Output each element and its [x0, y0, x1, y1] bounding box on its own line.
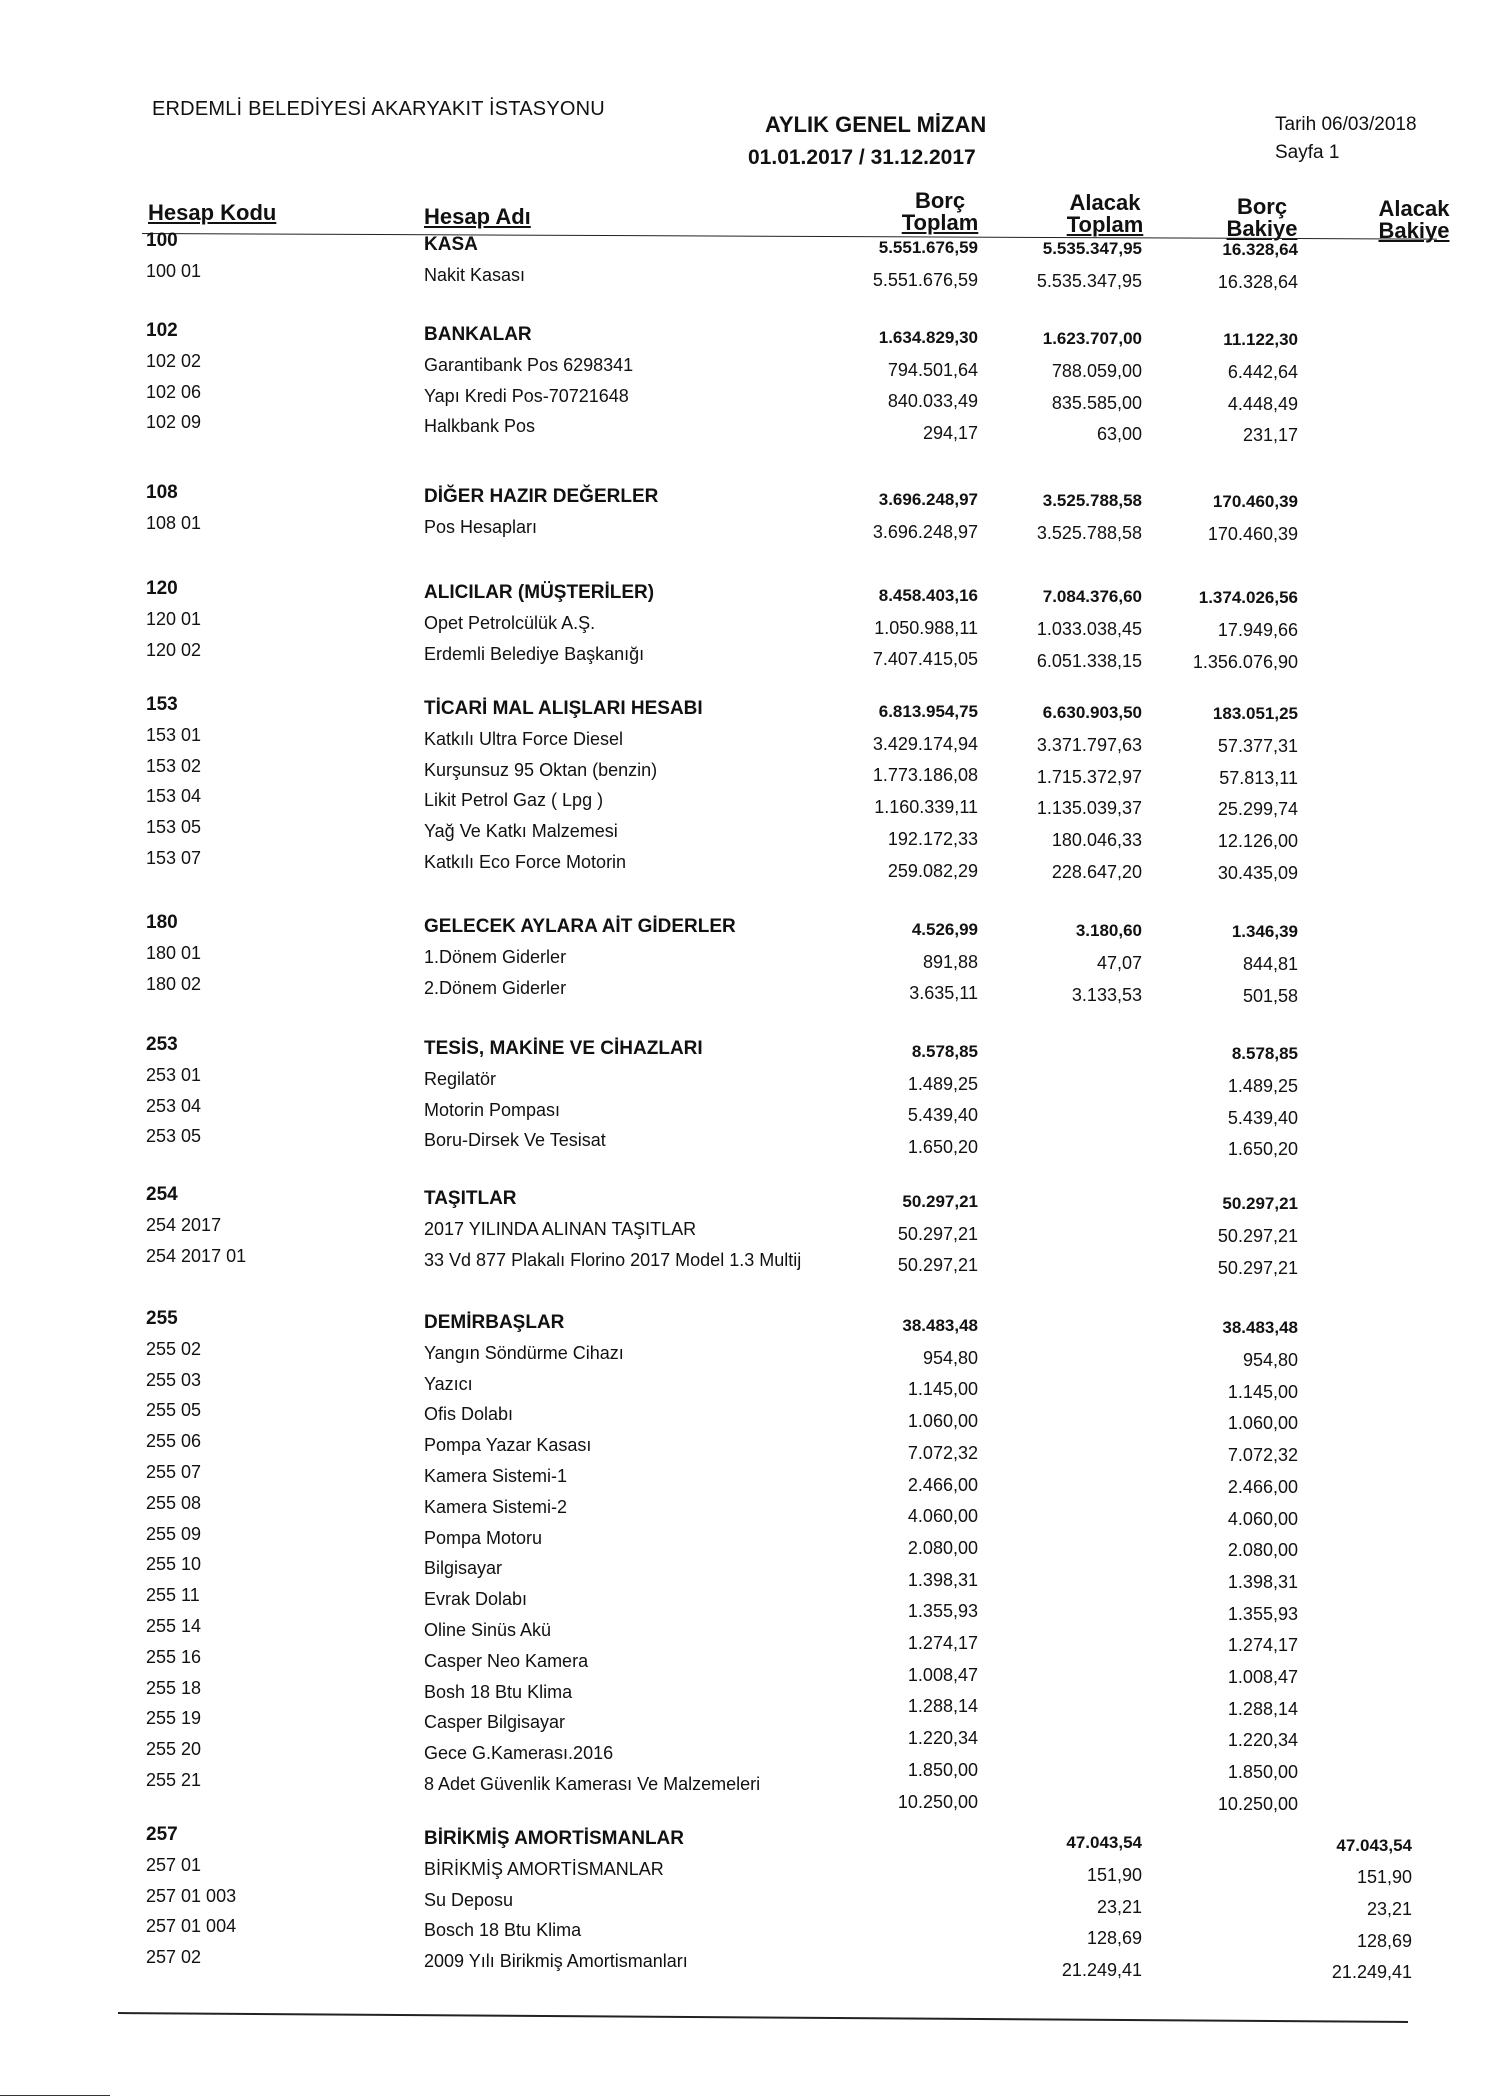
- alacak-toplam-value: 6.051.338,15: [1036, 650, 1142, 671]
- borc-bakiye-value: 1.274,17: [1227, 1635, 1298, 1656]
- alacak-bakiye-value: 47.043,54: [1336, 1835, 1412, 1855]
- account-name: Nakit Kasası: [424, 264, 526, 285]
- borc-bakiye-value: 17.949,66: [1217, 620, 1298, 641]
- borc-bakiye-value: 16.328,64: [1222, 240, 1298, 260]
- account-code: 153: [146, 694, 178, 715]
- table-row: [0, 973, 1487, 1006]
- account-name: Gece G.Kamerası.2016: [424, 1743, 614, 1764]
- account-code: 120 01: [146, 608, 202, 629]
- borc-bakiye-value: 4.060,00: [1227, 1508, 1298, 1529]
- column-header-borc-bakiye: Borç Bakiye: [1226, 194, 1298, 241]
- account-code: 255 20: [146, 1739, 202, 1760]
- account-code: 255 11: [146, 1585, 200, 1606]
- borc-toplam-value: 259.082,29: [887, 860, 978, 881]
- borc-bakiye-value: 1.060,00: [1227, 1413, 1298, 1434]
- alacak-toplam-value: 3.371.797,63: [1036, 734, 1142, 755]
- account-code: 257 01 004: [146, 1916, 237, 1937]
- alacak-toplam-value: 3.133,53: [1071, 984, 1142, 1005]
- group-header-row: [0, 482, 1487, 510]
- table-row: [0, 848, 1487, 883]
- account-code: 153 07: [146, 848, 202, 868]
- account-name: Yazıcı: [424, 1373, 473, 1394]
- account-name: Katkılı Eco Force Motorin: [424, 852, 627, 872]
- table-row: [0, 1064, 1487, 1097]
- borc-toplam-value: 5.551.676,59: [878, 238, 978, 257]
- account-code: 180 02: [146, 973, 202, 994]
- borc-toplam-value: 1.398,31: [907, 1569, 978, 1590]
- account-name: Bosch 18 Btu Klima: [424, 1920, 582, 1941]
- table-row: [0, 817, 1487, 852]
- account-code: 253 01: [146, 1064, 202, 1085]
- account-name: 2.Dönem Giderler: [424, 977, 567, 998]
- account-name: Regilatör: [424, 1068, 497, 1089]
- account-name: Likit Petrol Gaz ( Lpg ): [424, 790, 604, 811]
- account-name: Su Deposu: [424, 1889, 514, 1910]
- borc-toplam-value: 294,17: [922, 423, 978, 444]
- borc-bakiye-value: 6.442,64: [1227, 362, 1298, 383]
- alacak-toplam-value: 21.249,41: [1061, 1959, 1142, 1980]
- account-name: Evrak Dolabı: [424, 1589, 528, 1610]
- report-title: AYLIK GENEL MİZAN: [765, 112, 987, 137]
- alacak-toplam-value: 5.535.347,95: [1036, 270, 1142, 291]
- group-header-row: [0, 1824, 1487, 1855]
- group-header-row: [0, 230, 1487, 258]
- borc-bakiye-value: 170.460,39: [1207, 524, 1298, 545]
- borc-toplam-value: 3.696.248,97: [872, 521, 978, 542]
- table-row: [0, 1616, 1487, 1656]
- organization-name: ERDEMLİ BELEDİYESİ AKARYAKIT İSTASYONU: [152, 98, 605, 120]
- table-row: [0, 1523, 1487, 1561]
- borc-toplam-value: 1.160.339,11: [874, 797, 978, 818]
- account-name: TAŞITLAR: [424, 1188, 517, 1209]
- table-row: [0, 1431, 1487, 1466]
- alacak-toplam-value: 47,07: [1096, 952, 1142, 973]
- group-header-row: [0, 912, 1487, 940]
- alacak-toplam-value: 835.585,00: [1051, 392, 1142, 413]
- borc-bakiye-value: 183.051,25: [1212, 704, 1298, 724]
- borc-toplam-value: 50.297,21: [897, 1255, 978, 1276]
- account-code: 255 16: [146, 1646, 202, 1667]
- column-header-alacak-toplam: Alacak Toplam: [1066, 190, 1144, 237]
- table-row: [0, 1947, 1487, 1983]
- alacak-bakiye-value: 128,69: [1356, 1930, 1412, 1951]
- account-name: KASA: [424, 234, 478, 255]
- group-header-row: [0, 694, 1487, 722]
- borc-bakiye-value: 1.398,31: [1227, 1571, 1298, 1592]
- account-code: 255 03: [146, 1369, 202, 1390]
- account-name: DİĞER HAZIR DEĞERLER: [424, 486, 659, 507]
- account-code: 257 02: [146, 1947, 202, 1968]
- account-name: Kurşunsuz 95 Oktan (benzin): [424, 759, 658, 780]
- borc-toplam-value: 192.172,33: [887, 828, 978, 849]
- account-code: 257: [146, 1824, 178, 1845]
- account-code: 255 08: [146, 1492, 202, 1513]
- account-name: Bosh 18 Btu Klima: [424, 1681, 573, 1702]
- account-name: Kamera Sistemi-2: [424, 1496, 568, 1517]
- alacak-toplam-value: 788.059,00: [1051, 360, 1142, 381]
- borc-toplam-value: 7.407.415,05: [872, 649, 978, 670]
- alacak-toplam-value: 47.043,54: [1066, 1833, 1142, 1853]
- borc-toplam-value: 5.439,40: [907, 1105, 978, 1126]
- borc-toplam-value: 2.080,00: [907, 1537, 978, 1558]
- account-name: Oline Sinüs Akü: [424, 1620, 552, 1640]
- account-code: 255 14: [146, 1616, 202, 1636]
- account-name: BİRİKMİŞ AMORTİSMANLAR: [424, 1858, 664, 1879]
- borc-toplam-value: 38.483,48: [902, 1316, 978, 1335]
- borc-bakiye-value: 170.460,39: [1212, 492, 1298, 512]
- borc-toplam-value: 1.060,00: [907, 1411, 978, 1432]
- group-header-row: [0, 1034, 1487, 1062]
- account-name: Motorin Pompası: [424, 1099, 561, 1120]
- borc-toplam-value: 10.250,00: [897, 1791, 978, 1812]
- account-code: 255 18: [146, 1677, 202, 1698]
- account-code: 120: [146, 578, 178, 599]
- borc-toplam-value: 1.850,00: [907, 1759, 978, 1780]
- group-header-row: [0, 578, 1487, 606]
- account-name: 2017 YILINDA ALINAN TAŞITLAR: [424, 1218, 697, 1239]
- table-row: [0, 381, 1487, 414]
- account-name: TESİS, MAKİNE VE CİHAZLARI: [424, 1038, 703, 1059]
- table-row: [0, 512, 1487, 545]
- account-name: Erdemli Belediye Başkanığı: [424, 643, 645, 664]
- table-row: [0, 1369, 1487, 1402]
- borc-toplam-value: 1.008,47: [907, 1664, 978, 1685]
- borc-bakiye-value: 1.288,14: [1227, 1698, 1298, 1719]
- table-row: [0, 350, 1487, 383]
- alacak-toplam-value: 180.046,33: [1051, 829, 1142, 850]
- borc-toplam-value: 1.220,34: [907, 1728, 978, 1749]
- borc-bakiye-value: 11.122,30: [1223, 330, 1298, 350]
- account-code: 180 01: [146, 942, 202, 963]
- account-code: 254: [146, 1184, 178, 1205]
- column-header-alacak-bakiye: Alacak Bakiye: [1378, 196, 1450, 243]
- account-code: 255 21: [146, 1770, 202, 1790]
- table-row: [0, 1462, 1487, 1497]
- borc-bakiye-value: 954,80: [1242, 1350, 1298, 1371]
- account-code: 253: [146, 1034, 178, 1055]
- alacak-toplam-value: 63,00: [1096, 424, 1142, 445]
- borc-bakiye-value: 1.356.076,90: [1192, 651, 1298, 672]
- account-code: 255 02: [146, 1338, 202, 1359]
- borc-toplam-value: 50.297,21: [902, 1192, 978, 1211]
- account-name: Pos Hesapları: [424, 516, 538, 537]
- borc-toplam-value: 6.813.954,75: [878, 702, 978, 721]
- borc-toplam-value: 954,80: [922, 1347, 978, 1368]
- borc-bakiye-value: 1.650,20: [1227, 1139, 1298, 1160]
- borc-toplam-value: 7.072,32: [907, 1442, 978, 1463]
- account-name: 1.Dönem Giderler: [424, 946, 567, 967]
- account-name: 33 Vd 877 Plakalı Florino 2017 Model 1.3 Multij: [424, 1249, 802, 1270]
- account-name: DEMİRBAŞLAR: [424, 1312, 565, 1333]
- table-row: [0, 260, 1487, 293]
- account-name: Yapı Kredi Pos-70721648: [424, 385, 629, 406]
- borc-bakiye-value: 12.126,00: [1217, 831, 1298, 852]
- borc-bakiye-value: 1.489,25: [1227, 1076, 1298, 1097]
- table-row: [0, 786, 1487, 820]
- borc-bakiye-value: 1.145,00: [1227, 1381, 1298, 1402]
- column-header-code: Hesap Kodu: [148, 200, 277, 225]
- alacak-toplam-value: 7.084.376,60: [1042, 587, 1142, 607]
- account-name: 2009 Yılı Birikmiş Amortismanları: [424, 1951, 688, 1972]
- borc-toplam-value: 3.696.248,97: [878, 490, 978, 509]
- account-name: Kamera Sistemi-1: [424, 1466, 568, 1486]
- borc-toplam-value: 840.033,49: [887, 391, 978, 412]
- account-name: TİCARİ MAL ALIŞLARI HESABI: [424, 698, 703, 719]
- account-name: ALICILAR (MÜŞTERİLER): [424, 582, 655, 603]
- alacak-bakiye-value: 21.249,41: [1331, 1962, 1412, 1983]
- table-row: [0, 639, 1487, 672]
- account-name: Ofis Dolabı: [424, 1404, 514, 1425]
- account-code: 253 04: [146, 1095, 202, 1116]
- borc-bakiye-value: 4.448,49: [1227, 393, 1298, 414]
- borc-bakiye-value: 30.435,09: [1217, 862, 1298, 883]
- alacak-bakiye-value: 151,90: [1356, 1867, 1412, 1888]
- alacak-toplam-value: 228.647,20: [1051, 861, 1142, 882]
- table-row: [0, 412, 1487, 446]
- account-name: BANKALAR: [424, 324, 532, 345]
- account-name: Casper Neo Kamera: [424, 1650, 589, 1671]
- table-row: [0, 942, 1487, 975]
- table-row: [0, 1338, 1487, 1371]
- borc-bakiye-value: 231,17: [1242, 425, 1298, 446]
- account-code: 254 2017: [146, 1214, 222, 1235]
- account-code: 255: [146, 1308, 178, 1329]
- table-row: [0, 1214, 1487, 1247]
- account-code: 120 02: [146, 639, 202, 660]
- borc-bakiye-value: 57.377,31: [1217, 736, 1298, 757]
- table-row: [0, 1492, 1487, 1529]
- table-row: [0, 1095, 1487, 1128]
- table-row: [0, 1585, 1487, 1624]
- account-code: 102: [146, 320, 178, 341]
- alacak-toplam-value: 1.033.038,45: [1036, 618, 1142, 639]
- alacak-toplam-value: 23,21: [1096, 1896, 1142, 1917]
- borc-bakiye-value: 50.297,21: [1217, 1257, 1298, 1278]
- account-name: Pompa Yazar Kasası: [424, 1435, 592, 1456]
- account-code: 257 01 003: [146, 1885, 237, 1906]
- alacak-toplam-value: 3.525.788,58: [1036, 522, 1142, 543]
- table-bottom-divider: [118, 2012, 1408, 2023]
- table-row: [0, 724, 1487, 757]
- account-name: Casper Bilgisayar: [424, 1712, 566, 1733]
- borc-toplam-value: 50.297,21: [897, 1223, 978, 1244]
- account-code: 108: [146, 482, 178, 503]
- group-header-row: [0, 320, 1487, 348]
- alacak-toplam-value: 128,69: [1086, 1928, 1142, 1949]
- borc-bakiye-value: 8.578,85: [1231, 1044, 1298, 1064]
- account-code: 257 01: [146, 1854, 202, 1875]
- borc-bakiye-value: 50.297,21: [1217, 1226, 1298, 1247]
- column-header-borc-toplam: Borç Toplam: [901, 188, 979, 235]
- borc-bakiye-value: 1.220,34: [1227, 1730, 1298, 1751]
- account-code: 255 05: [146, 1400, 202, 1421]
- account-code: 100 01: [146, 260, 202, 281]
- table-row: [0, 1916, 1487, 1951]
- account-code: 153 01: [146, 724, 202, 745]
- borc-bakiye-value: 38.483,48: [1222, 1318, 1298, 1338]
- account-code: 108 01: [146, 512, 202, 533]
- account-name: Pompa Motoru: [424, 1527, 543, 1548]
- alacak-bakiye-value: 23,21: [1366, 1898, 1412, 1919]
- borc-toplam-value: 3.429.174,94: [872, 733, 978, 754]
- account-code: 153 04: [146, 786, 202, 807]
- account-name: Halkbank Pos: [424, 416, 536, 437]
- account-code: 180: [146, 912, 178, 933]
- account-name: Bilgisayar: [424, 1558, 503, 1579]
- borc-bakiye-value: 5.439,40: [1227, 1107, 1298, 1128]
- borc-bakiye-value: 7.072,32: [1227, 1445, 1298, 1466]
- account-name: BİRİKMİŞ AMORTİSMANLAR: [424, 1828, 684, 1849]
- alacak-toplam-value: 1.715.372,97: [1036, 766, 1142, 787]
- borc-bakiye-value: 1.346,39: [1231, 922, 1298, 942]
- page-number: Sayfa 1: [1275, 142, 1340, 163]
- account-name: Garantibank Pos 6298341: [424, 354, 634, 375]
- borc-toplam-value: 1.274,17: [907, 1633, 978, 1653]
- borc-toplam-value: 3.635,11: [909, 983, 978, 1004]
- borc-toplam-value: 8.458.403,16: [878, 586, 978, 605]
- report-date: Tarih 06/03/2018: [1275, 114, 1417, 135]
- borc-bakiye-value: 1.374.026,56: [1198, 588, 1298, 608]
- borc-bakiye-value: 1.355,93: [1227, 1603, 1298, 1624]
- table-row: [0, 755, 1487, 788]
- borc-bakiye-value: 501,58: [1242, 985, 1298, 1006]
- account-name: Boru-Dirsek Ve Tesisat: [424, 1130, 606, 1151]
- borc-toplam-value: 4.060,00: [907, 1506, 978, 1527]
- alacak-toplam-value: 5.535.347,95: [1042, 239, 1142, 259]
- borc-bakiye-value: 844,81: [1242, 954, 1298, 975]
- table-row: [0, 1245, 1487, 1278]
- borc-toplam-value: 794.501,64: [887, 359, 978, 380]
- borc-toplam-value: 1.288,14: [907, 1696, 978, 1717]
- table-row: [0, 1885, 1487, 1919]
- borc-bakiye-value: 10.250,00: [1217, 1793, 1298, 1814]
- alacak-toplam-value: 3.525.788,58: [1042, 491, 1142, 511]
- borc-toplam-value: 1.489,25: [907, 1073, 978, 1094]
- borc-toplam-value: 2.466,00: [907, 1474, 978, 1495]
- alacak-toplam-value: 1.623.707,00: [1042, 329, 1142, 349]
- table-row: [0, 1126, 1487, 1160]
- account-code: 254 2017 01: [146, 1245, 247, 1266]
- account-code: 255 10: [146, 1554, 202, 1575]
- table-row: [0, 1400, 1487, 1434]
- account-code: 153 05: [146, 817, 202, 838]
- alacak-toplam-value: 6.630.903,50: [1042, 703, 1142, 723]
- borc-toplam-value: 5.551.676,59: [872, 269, 978, 290]
- group-header-row: [0, 1308, 1487, 1336]
- account-code: 102 06: [146, 381, 202, 402]
- account-name: Yangın Söndürme Cihazı: [424, 1342, 624, 1363]
- borc-bakiye-value: 1.008,47: [1227, 1667, 1298, 1688]
- account-code: 255 06: [146, 1431, 202, 1452]
- column-header-name: Hesap Adı: [424, 204, 531, 229]
- account-name: Opet Petrolcülük A.Ş.: [424, 612, 596, 633]
- alacak-toplam-value: 151,90: [1086, 1864, 1142, 1885]
- account-code: 102 02: [146, 350, 202, 371]
- borc-toplam-value: 1.355,93: [907, 1601, 978, 1622]
- table-row: [0, 1554, 1487, 1592]
- borc-bakiye-value: 57.813,11: [1219, 767, 1298, 788]
- borc-bakiye-value: 16.328,64: [1217, 272, 1298, 293]
- account-name: Katkılı Ultra Force Diesel: [424, 728, 624, 749]
- borc-bakiye-value: 2.466,00: [1227, 1476, 1298, 1497]
- alacak-toplam-value: 3.180,60: [1075, 921, 1142, 941]
- table-row: [0, 1854, 1487, 1888]
- borc-bakiye-value: 50.297,21: [1222, 1194, 1298, 1214]
- borc-toplam-value: 1.650,20: [907, 1137, 978, 1158]
- borc-toplam-value: 4.526,99: [911, 920, 978, 939]
- borc-toplam-value: 1.145,00: [907, 1379, 978, 1400]
- account-code: 255 19: [146, 1708, 202, 1729]
- account-code: 255 09: [146, 1523, 202, 1544]
- account-name: 8 Adet Güvenlik Kamerası Ve Malzemeleri: [424, 1774, 761, 1794]
- table-row: [0, 1770, 1487, 1814]
- account-code: 102 09: [146, 412, 202, 433]
- borc-bakiye-value: 25.299,74: [1217, 799, 1298, 820]
- report-period: 01.01.2017 / 31.12.2017: [748, 146, 976, 169]
- borc-bakiye-value: 1.850,00: [1227, 1762, 1298, 1783]
- account-name: GELECEK AYLARA AİT GİDERLER: [424, 916, 736, 937]
- borc-bakiye-value: 2.080,00: [1227, 1540, 1298, 1561]
- corner-mark: [0, 2095, 110, 2096]
- account-code: 153 02: [146, 755, 202, 776]
- borc-toplam-value: 8.578,85: [911, 1042, 978, 1061]
- group-header-row: [0, 1184, 1487, 1212]
- borc-toplam-value: 1.634.829,30: [878, 328, 978, 347]
- account-code: 253 05: [146, 1126, 202, 1147]
- borc-toplam-value: 891,88: [922, 951, 978, 972]
- account-name: Yağ Ve Katkı Malzemesi: [424, 821, 618, 842]
- account-code: 255 07: [146, 1462, 202, 1482]
- alacak-toplam-value: 1.135.039,37: [1036, 798, 1142, 819]
- table-row: [0, 608, 1487, 641]
- account-code: 100: [146, 230, 178, 251]
- borc-toplam-value: 1.050.988,11: [874, 617, 978, 638]
- borc-toplam-value: 1.773.186,08: [872, 765, 978, 786]
